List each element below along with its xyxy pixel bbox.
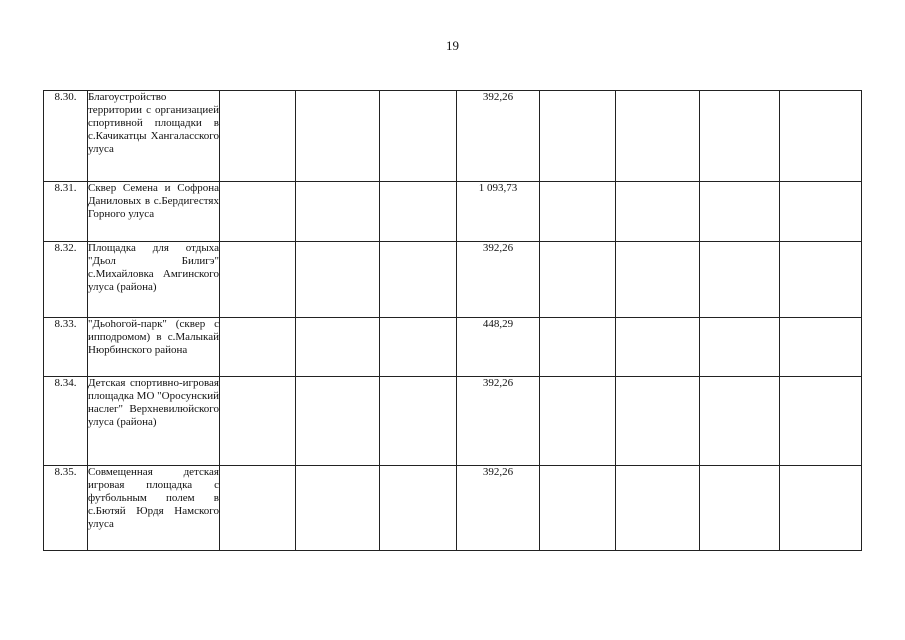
empty-cell bbox=[540, 377, 616, 466]
object-name: "Дьоhогой-парк" (сквер с ипподромом) в с.Малыкай Нюрбинского района bbox=[88, 318, 220, 377]
amount-cell: 392,26 bbox=[457, 242, 540, 318]
table-row bbox=[44, 182, 862, 242]
object-name: Сквер Семена и Софрона Даниловых в с.Бердигестях Горного улуса bbox=[88, 182, 220, 242]
empty-cell bbox=[220, 91, 296, 182]
empty-cell bbox=[700, 91, 780, 182]
empty-cell bbox=[700, 377, 780, 466]
table-row bbox=[44, 91, 862, 182]
empty-cell bbox=[780, 318, 862, 377]
amount-cell: 448,29 bbox=[457, 318, 540, 377]
amount-cell: 1 093,73 bbox=[457, 182, 540, 242]
empty-cell bbox=[380, 466, 457, 551]
empty-cell bbox=[780, 377, 862, 466]
object-name: Благоустройство территории с организацией спортивной площадки в с.Качикатцы Хангаласского улуса bbox=[88, 91, 220, 182]
empty-cell bbox=[296, 377, 380, 466]
empty-cell bbox=[380, 91, 457, 182]
amount-cell: 392,26 bbox=[457, 91, 540, 182]
empty-cell bbox=[540, 242, 616, 318]
table-row bbox=[44, 242, 862, 318]
empty-cell bbox=[616, 242, 700, 318]
empty-cell bbox=[616, 91, 700, 182]
empty-cell bbox=[780, 182, 862, 242]
row-number: 8.34. bbox=[44, 377, 88, 466]
empty-cell bbox=[700, 318, 780, 377]
empty-cell bbox=[540, 182, 616, 242]
object-name: Совмещенная детская игровая площадка с футбольным полем в с.Бютяй Юрдя Намского улуса bbox=[88, 466, 220, 551]
empty-cell bbox=[780, 91, 862, 182]
empty-cell bbox=[540, 91, 616, 182]
empty-cell bbox=[616, 318, 700, 377]
page-number: 19 bbox=[446, 38, 459, 53]
empty-cell bbox=[616, 377, 700, 466]
table-row bbox=[44, 318, 862, 377]
row-number: 8.33. bbox=[44, 318, 88, 377]
row-number: 8.35. bbox=[44, 466, 88, 551]
empty-cell bbox=[380, 377, 457, 466]
empty-cell bbox=[220, 242, 296, 318]
amount-cell: 392,26 bbox=[457, 377, 540, 466]
table-row bbox=[44, 377, 862, 466]
object-name: Площадка для отдыха "Дьол Билигэ" с.Михайловка Амгинского улуса (района) bbox=[88, 242, 220, 318]
data-table bbox=[43, 90, 862, 551]
empty-cell bbox=[380, 242, 457, 318]
empty-cell bbox=[220, 182, 296, 242]
empty-cell bbox=[296, 242, 380, 318]
object-name: Детская спортивно-игровая площадка МО "Оросунский наслег" Верхневилюйского улуса (района) bbox=[88, 377, 220, 466]
empty-cell bbox=[296, 318, 380, 377]
table-row bbox=[44, 466, 862, 551]
empty-cell bbox=[700, 466, 780, 551]
empty-cell bbox=[540, 466, 616, 551]
row-number: 8.32. bbox=[44, 242, 88, 318]
empty-cell bbox=[700, 182, 780, 242]
empty-cell bbox=[540, 318, 616, 377]
empty-cell bbox=[780, 242, 862, 318]
amount-cell: 392,26 bbox=[457, 466, 540, 551]
empty-cell bbox=[296, 182, 380, 242]
empty-cell bbox=[220, 318, 296, 377]
empty-cell bbox=[380, 182, 457, 242]
empty-cell bbox=[616, 182, 700, 242]
empty-cell bbox=[700, 242, 780, 318]
empty-cell bbox=[296, 91, 380, 182]
row-number: 8.31. bbox=[44, 182, 88, 242]
empty-cell bbox=[296, 466, 380, 551]
empty-cell bbox=[616, 466, 700, 551]
empty-cell bbox=[220, 377, 296, 466]
empty-cell bbox=[780, 466, 862, 551]
empty-cell bbox=[220, 466, 296, 551]
empty-cell bbox=[380, 318, 457, 377]
row-number: 8.30. bbox=[44, 91, 88, 182]
